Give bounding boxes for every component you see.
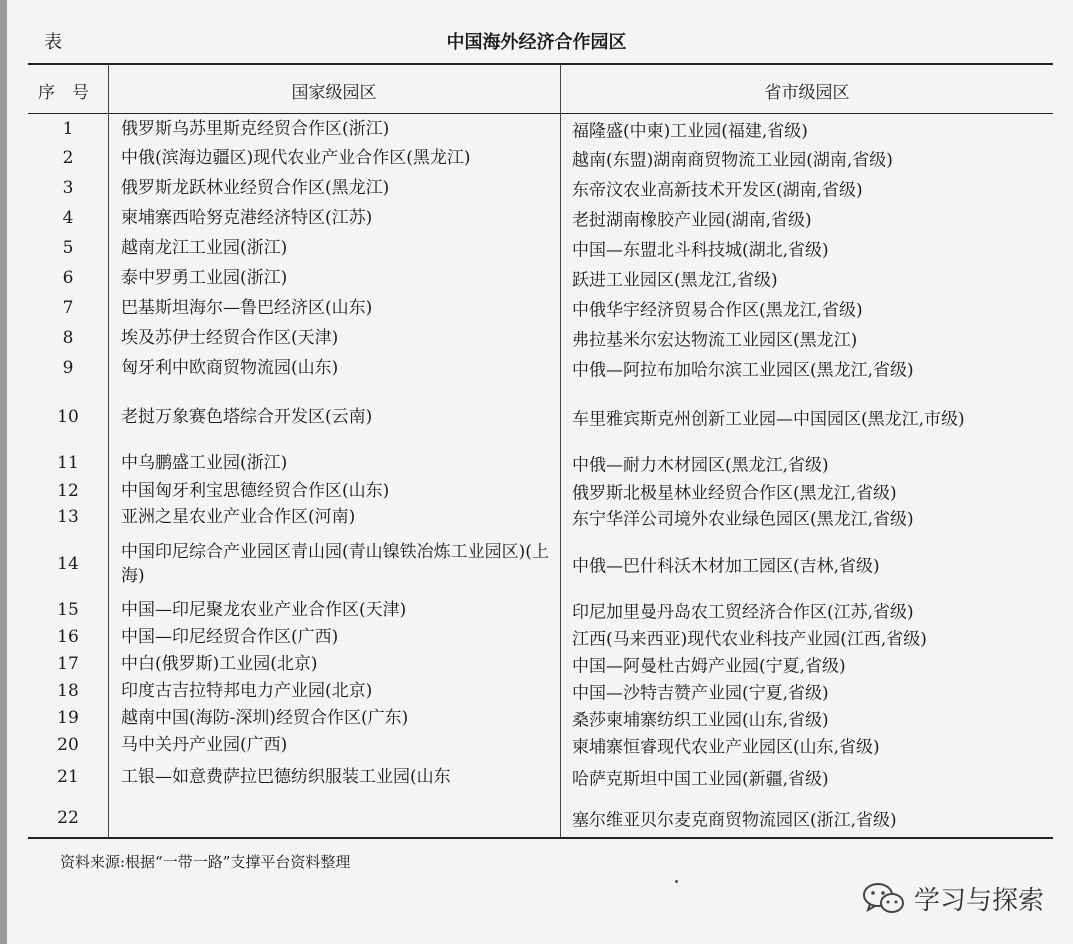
row-number: 19 — [57, 708, 79, 728]
table-bottom-rule — [28, 837, 1053, 839]
table-row — [28, 353, 1053, 383]
national-park: 中乌鹏盛工业园(浙江) — [121, 453, 288, 473]
watermark-text: 学习与探索 — [914, 886, 1045, 916]
row-number: 11 — [57, 453, 79, 473]
header-no: 序 号 — [38, 83, 89, 103]
table-row — [28, 705, 1053, 731]
table-row — [28, 504, 1053, 530]
table-row — [28, 651, 1053, 677]
row-number: 5 — [62, 238, 74, 258]
table-row — [28, 392, 1053, 442]
watermark — [862, 880, 1044, 917]
national-park: 印度古吉拉特邦电力产业园(北京) — [121, 681, 373, 701]
provincial-park: 弗拉基米尔宏达物流工业园区(黑龙江) — [572, 330, 858, 351]
row-number: 1 — [62, 119, 74, 139]
row-number: 10 — [57, 407, 79, 427]
provincial-park: 车里雅宾斯克州创新工业园—中国园区(黑龙江,市级) — [572, 409, 965, 430]
header-national: 国家级园区 — [291, 83, 377, 103]
table-row — [28, 624, 1053, 650]
table-title: 中国海外经济合作园区 — [446, 32, 627, 53]
provincial-park: 中国—沙特吉赞产业园(宁夏,省级) — [572, 683, 829, 704]
national-park: 马中关丹产业园(广西) — [121, 735, 288, 755]
table-row — [28, 173, 1053, 203]
national-park: 匈牙利中欧商贸物流园(山东) — [121, 358, 339, 378]
provincial-park: 中俄华宇经济贸易合作区(黑龙江,省级) — [572, 300, 863, 321]
national-park: 柬埔寨西哈努克港经济特区(江苏) — [121, 208, 373, 228]
provincial-park: 跃进工业园区(黑龙江,省级) — [572, 270, 778, 291]
row-number: 7 — [62, 298, 74, 318]
table-row — [28, 799, 1053, 837]
provincial-park: 塞尔维亚贝尔麦克商贸物流园区(浙江,省级) — [572, 810, 897, 831]
table-row — [28, 263, 1053, 293]
row-number: 4 — [62, 208, 74, 228]
row-number: 17 — [57, 654, 79, 674]
row-number: 3 — [62, 178, 74, 198]
row-number: 22 — [57, 808, 79, 828]
national-park: 工银—如意费萨拉巴德纺织服装工业园(山东 — [121, 767, 451, 787]
table-top-rule — [28, 63, 1053, 65]
table-row — [28, 143, 1053, 173]
national-park: 俄罗斯龙跃林业经贸合作区(黑龙江) — [121, 178, 390, 198]
national-park: 巴基斯坦海尔—鲁巴经济区(山东) — [121, 298, 373, 318]
table-row — [28, 535, 1053, 593]
row-number: 12 — [57, 481, 79, 501]
row-number: 9 — [62, 358, 74, 378]
row-number: 18 — [57, 681, 79, 701]
table-row — [28, 203, 1053, 233]
national-park: 中国印尼综合产业园区青山园(青山镍铁冶炼工业园区)(上海) — [121, 542, 549, 586]
row-number: 8 — [62, 328, 74, 348]
wechat-icon — [862, 881, 906, 917]
national-park: 亚洲之星农业产业合作区(河南) — [121, 507, 356, 527]
row-number: 13 — [57, 507, 79, 527]
national-park: 中国—印尼经贸合作区(广西) — [121, 627, 339, 647]
left-edge-bar — [0, 0, 7, 944]
provincial-park: 桑莎柬埔寨纺织工业园(山东,省级) — [572, 710, 829, 731]
provincial-park: 越南(东盟)湖南商贸物流工业园(湖南,省级) — [572, 150, 893, 171]
row-number: 16 — [57, 627, 79, 647]
provincial-park: 柬埔寨恒睿现代农业产业园区(山东,省级) — [572, 737, 880, 758]
provincial-park: 中俄—巴什科沃木材加工园区(吉林,省级) — [572, 556, 880, 577]
provincial-park: 江西(马来西亚)现代农业科技产业园(江西,省级) — [572, 629, 927, 650]
provincial-park: 东帝汶农业高新技术开发区(湖南,省级) — [572, 180, 863, 201]
table-row — [28, 731, 1053, 759]
table-row — [28, 478, 1053, 504]
table-row — [28, 114, 1053, 144]
table-row — [28, 323, 1053, 353]
provincial-park: 中国—东盟北斗科技城(湖北,省级) — [572, 240, 829, 261]
provincial-park: 俄罗斯北极星林业经贸合作区(黑龙江,省级) — [572, 483, 897, 504]
stray-dot — [675, 880, 678, 883]
provincial-park: 哈萨克斯坦中国工业园(新疆,省级) — [572, 769, 829, 790]
provincial-park: 中国—阿曼杜古姆产业园(宁夏,省级) — [572, 656, 846, 677]
national-park: 中国匈牙利宝思德经贸合作区(山东) — [121, 481, 390, 501]
provincial-park: 印尼加里曼丹岛农工贸经济合作区(江苏,省级) — [572, 602, 914, 623]
national-park: 俄罗斯乌苏里斯克经贸合作区(浙江) — [121, 119, 390, 139]
row-number: 6 — [62, 268, 74, 288]
national-park: 中国—印尼聚龙农业产业合作区(天津) — [121, 600, 407, 620]
national-park: 中白(俄罗斯)工业园(北京) — [121, 654, 318, 674]
provincial-park: 老挝湖南橡胶产业园(湖南,省级) — [572, 210, 812, 231]
national-park: 泰中罗勇工业园(浙江) — [121, 268, 288, 288]
row-number: 21 — [57, 767, 79, 787]
national-park: 越南中国(海防-深圳)经贸合作区(广东) — [121, 708, 409, 728]
header-provincial: 省市级园区 — [764, 83, 850, 103]
table-row — [28, 761, 1053, 793]
national-park: 越南龙江工业园(浙江) — [121, 238, 288, 258]
row-number: 2 — [62, 148, 74, 168]
table-row — [28, 678, 1053, 704]
table-row — [28, 595, 1053, 625]
row-number: 15 — [57, 600, 79, 620]
provincial-park: 中俄—耐力木材园区(黑龙江,省级) — [572, 455, 829, 476]
national-park: 埃及苏伊士经贸合作区(天津) — [121, 328, 339, 348]
provincial-park: 福隆盛(中柬)工业园(福建,省级) — [572, 121, 808, 142]
table-row — [28, 448, 1053, 478]
source-note: 资料来源:根据“一带一路”支撑平台资料整理 — [60, 853, 351, 871]
table-row — [28, 293, 1053, 323]
national-park: 老挝万象赛色塔综合开发区(云南) — [121, 407, 373, 427]
row-number: 20 — [57, 735, 79, 755]
row-number: 14 — [57, 554, 79, 574]
table-row — [28, 233, 1053, 263]
provincial-park: 中俄—阿拉布加哈尔滨工业园区(黑龙江,省级) — [572, 360, 914, 381]
national-park: 中俄(滨海边疆区)现代农业产业合作区(黑龙江) — [121, 148, 471, 168]
provincial-park: 东宁华洋公司境外农业绿色园区(黑龙江,省级) — [572, 509, 914, 530]
table-label: 表 — [44, 32, 62, 53]
